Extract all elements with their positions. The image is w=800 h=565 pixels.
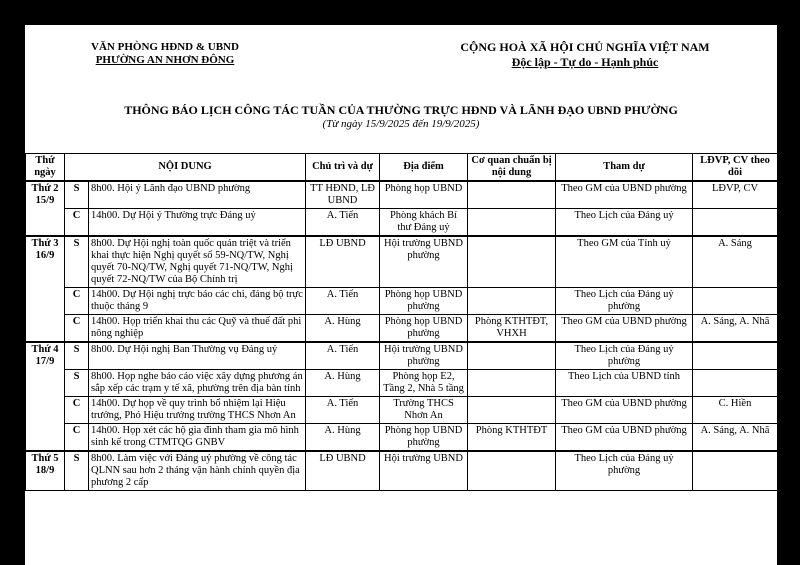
day-date: 17/9 xyxy=(35,356,55,367)
prep-cell xyxy=(468,209,556,237)
content-cell: 8h00. Làm việc với Đảng uỷ phường về công tác QLNN sau hơn 2 tháng vận hành chính quyền địa phương 2 cấp xyxy=(89,451,306,491)
prep-cell xyxy=(468,342,556,370)
host-cell: LĐ UBND xyxy=(306,451,380,491)
location-cell: Trường THCS Nhơn An xyxy=(380,397,468,424)
location-cell: Hội trường UBND xyxy=(380,451,468,491)
table-row xyxy=(26,209,778,237)
content-cell: 8h00. Họp nghe báo cáo việc xây dựng phương án sắp xếp các trạm y tế xã, phường trên địa bàn tỉnh xyxy=(89,370,306,397)
day-name: Thứ 5 xyxy=(31,453,59,464)
schedule-table xyxy=(25,153,777,491)
host-cell: A. Hùng xyxy=(306,424,380,452)
content-cell: 8h00. Dự Hội nghị Ban Thường vụ Đảng uỷ xyxy=(89,342,306,370)
table-row xyxy=(26,451,778,491)
location-cell: Hội trường UBND phường xyxy=(380,342,468,370)
table-row xyxy=(26,315,778,343)
follow-cell xyxy=(693,370,777,397)
location-cell: Phòng khách Bí thư Đảng uỷ xyxy=(380,209,468,237)
location-cell: Phòng họp UBND phường xyxy=(380,288,468,315)
follow-cell: A. Sáng xyxy=(693,236,777,288)
document-title: THÔNG BÁO LỊCH CÔNG TÁC TUẦN CỦA THƯỜNG TRỰC HĐND VÀ LÃNH ĐẠO UBND PHƯỜNG xyxy=(124,103,678,117)
day-cell xyxy=(26,451,65,491)
follow-cell xyxy=(693,209,777,237)
header-host: Chủ trì và dự xyxy=(306,154,380,182)
header-content: NỘI DUNG xyxy=(65,154,306,182)
location-cell: Phòng họp UBND phường xyxy=(380,315,468,343)
session-cell: S xyxy=(65,370,89,397)
location-cell: Hội trường UBND phường xyxy=(380,236,468,288)
content-cell: 8h00. Dự Hội nghị toàn quốc quán triệt và triển khai thực hiện Nghị quyết số 59-NQ/TW, Nghị quyết 70-NQ/TW, Nghị quyết 71-NQ/TW, Nghị quyết 72-NQ/TW của Bộ Chính trị xyxy=(89,236,306,288)
follow-cell xyxy=(693,288,777,315)
follow-cell: C. Hiền xyxy=(693,397,777,424)
attend-cell: Theo Lịch của Đảng uỷ xyxy=(556,209,693,237)
attend-cell: Theo GM của UBND phường xyxy=(556,181,693,209)
day-name: Thứ 4 xyxy=(31,344,59,355)
day-date: 16/9 xyxy=(35,250,55,261)
document-page xyxy=(25,25,777,565)
schedule-body xyxy=(26,181,778,491)
follow-cell: LĐVP, CV xyxy=(693,181,777,209)
national-header xyxy=(415,40,755,70)
follow-cell: A. Sáng, A. Nhã xyxy=(693,315,777,343)
host-cell: A. Tiến xyxy=(306,209,380,237)
header-day: Thứ ngày xyxy=(26,154,65,182)
table-row xyxy=(26,288,778,315)
table-header-row xyxy=(26,154,778,182)
prep-cell xyxy=(468,397,556,424)
prep-cell: Phòng KTHTĐT, VHXH xyxy=(468,315,556,343)
day-name: Thứ 3 xyxy=(31,238,59,249)
day-name: Thứ 2 xyxy=(31,183,59,194)
follow-cell xyxy=(693,451,777,491)
host-cell: A. Hùng xyxy=(306,370,380,397)
session-cell: S xyxy=(65,236,89,288)
follow-cell: A. Sáng, A. Nhã xyxy=(693,424,777,452)
day-cell xyxy=(26,236,65,342)
session-cell: S xyxy=(65,181,89,209)
table-row xyxy=(26,181,778,209)
header-attend: Tham dự xyxy=(556,154,693,182)
content-cell: 14h00. Họp xét các hộ gia đình tham gia mô hình sinh kế trong CTMTQG GNBV xyxy=(89,424,306,452)
org-line-2: PHƯỜNG AN NHƠN ĐÔNG xyxy=(95,54,235,66)
prep-cell xyxy=(468,370,556,397)
document-subtitle: (Từ ngày 15/9/2025 đến 19/9/2025) xyxy=(322,118,480,130)
prep-cell xyxy=(468,451,556,491)
host-cell: A. Tiến xyxy=(306,342,380,370)
attend-cell: Theo GM của Tỉnh uỷ xyxy=(556,236,693,288)
table-row xyxy=(26,342,778,370)
location-cell: Phòng họp UBND xyxy=(380,181,468,209)
session-cell: C xyxy=(65,424,89,452)
prep-cell xyxy=(468,236,556,288)
header-prep: Cơ quan chuẩn bị nội dung xyxy=(468,154,556,182)
follow-cell xyxy=(693,342,777,370)
prep-cell xyxy=(468,181,556,209)
table-row xyxy=(26,236,778,288)
attend-cell: Theo GM của UBND phường xyxy=(556,315,693,343)
session-cell: C xyxy=(65,315,89,343)
session-cell: S xyxy=(65,451,89,491)
attend-cell: Theo GM của UBND phường xyxy=(556,397,693,424)
host-cell: A. Tiến xyxy=(306,397,380,424)
session-cell: C xyxy=(65,397,89,424)
nation-motto: Độc lập - Tự do - Hạnh phúc xyxy=(511,55,659,69)
session-cell: C xyxy=(65,288,89,315)
host-cell: A. Tiến xyxy=(306,288,380,315)
day-date: 15/9 xyxy=(35,195,55,206)
content-cell: 14h00. Dự họp về quy trình bổ nhiệm lại Hiệu trưởng, Phó Hiệu trưởng trường THCS Nhơn An xyxy=(89,397,306,424)
day-date: 18/9 xyxy=(35,465,55,476)
table-row xyxy=(26,424,778,452)
session-cell: C xyxy=(65,209,89,237)
host-cell: LĐ UBND xyxy=(306,236,380,288)
location-cell: Phòng họp E2, Tầng 2, Nhà 5 tầng xyxy=(380,370,468,397)
org-line-1: VĂN PHÒNG HĐND & UBND xyxy=(91,41,239,53)
attend-cell: Theo GM của UBND phường xyxy=(556,424,693,452)
location-cell: Phòng họp UBND phường xyxy=(380,424,468,452)
header-follow: LĐVP, CV theo dõi xyxy=(693,154,777,182)
session-cell: S xyxy=(65,342,89,370)
nation-line-1: CỘNG HOÀ XÃ HỘI CHỦ NGHĨA VIỆT NAM xyxy=(460,40,710,54)
content-cell: 14h00. Dự Hội nghị trực báo các chi, đảng bộ trực thuộc tháng 9 xyxy=(89,288,306,315)
content-cell: 14h00. Dự Hội ý Thường trực Đảng uỷ xyxy=(89,209,306,237)
organization-header xyxy=(55,41,275,67)
day-cell xyxy=(26,342,65,451)
prep-cell: Phòng KTHTĐT xyxy=(468,424,556,452)
table-row xyxy=(26,397,778,424)
host-cell: TT HĐND, LĐ UBND xyxy=(306,181,380,209)
day-cell xyxy=(26,181,65,236)
header-location: Địa điểm xyxy=(380,154,468,182)
attend-cell: Theo Lịch của UBND tỉnh xyxy=(556,370,693,397)
attend-cell: Theo Lịch của Đảng uỷ phường xyxy=(556,288,693,315)
content-cell: 14h00. Họp triển khai thu các Quỹ và thuế đất phi nông nghiệp xyxy=(89,315,306,343)
table-row xyxy=(26,370,778,397)
content-cell: 8h00. Hội ý Lãnh đạo UBND phường xyxy=(89,181,306,209)
host-cell: A. Hùng xyxy=(306,315,380,343)
attend-cell: Theo Lịch của Đảng uỷ phường xyxy=(556,451,693,491)
attend-cell: Theo Lịch của Đảng uỷ phường xyxy=(556,342,693,370)
prep-cell xyxy=(468,288,556,315)
